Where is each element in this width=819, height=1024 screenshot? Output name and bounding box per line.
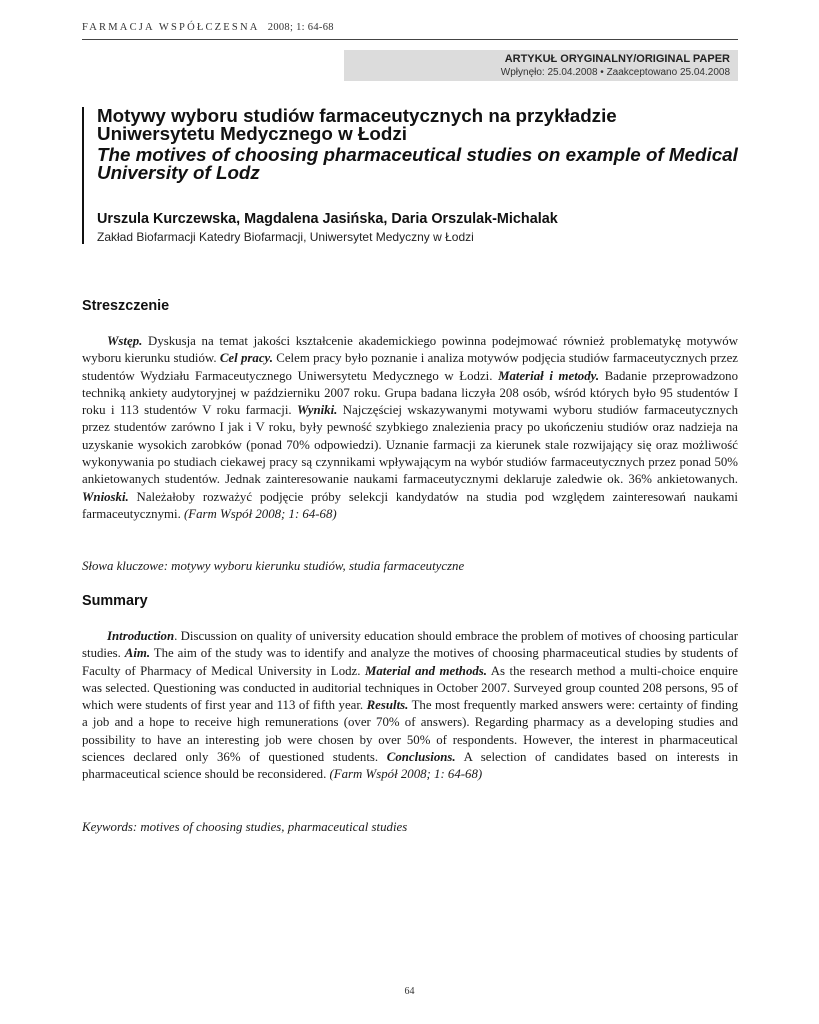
body-text: Celem pracy było poznanie i analiza motywów podjęcia studiów farmaceutycznych przez studentów Wydziału Farmaceutycznego Uniwersytetu Medycznego w Łodzi. — [82, 351, 738, 383]
article-dates: Wpłynęło: 25.04.2008 • Zaakceptowano 25.04.2008 — [500, 67, 730, 78]
title-block — [82, 107, 738, 244]
authors: Urszula Kurczewska, Magdalena Jasińska, Daria Orszulak-Michalak — [97, 211, 558, 227]
body-text: The most frequently marked answers were: certainty of finding a job and a hope to receive high remunerations (over 70% of answers). Regarding pharmacy as a developing studies and possibility to have an interesting job were chosen by over 50% of respondents. However, the interest in pharmaceutical sciences declared only 36% of questioned students. — [82, 698, 739, 765]
streszczenie-body — [82, 333, 738, 523]
title-english: The motives of choosing pharmaceutical studies on example of Medical University of Lodz — [97, 144, 738, 183]
streszczenie-keywords: Słowa kluczowe: motywy wyboru kierunku studiów, studia farmaceutyczne — [82, 559, 465, 573]
body-text: Dyskusja na temat jakości kształcenie akademickiego powinna podejmować również problematykę motywów wyboru kierunku studiów. — [82, 334, 738, 366]
section-label: Cel pracy. — [219, 351, 273, 366]
body-text: . Discussion on quality of university education should embrace the problem of motives of choosing particular studies. — [82, 629, 738, 661]
summary-keywords: Keywords: motives of choosing studies, pharmaceutical studies — [82, 820, 408, 834]
article-type-box — [344, 50, 738, 81]
section-label: Wnioski. — [82, 489, 129, 504]
section-label: Wstęp. — [107, 334, 143, 348]
running-header — [82, 22, 334, 33]
summary-heading: Summary — [82, 593, 148, 609]
body-text: A selection of candidates based on interests in pharmaceutical science should be reconsidered. — [82, 750, 738, 782]
citation-text: (Farm Współ 2008; 1: 64-68) — [184, 506, 337, 521]
journal-citation: 2008; 1: 64-68 — [267, 22, 334, 33]
section-label: Wyniki. — [297, 403, 338, 418]
header-rule — [82, 39, 738, 40]
section-label: Material and methods. — [364, 663, 488, 678]
section-label: Materiał i metody. — [498, 368, 600, 383]
body-text: Badanie przeprowadzono techniką ankiety audytoryjnej w październiku 2007 roku. Grupa badana liczyła 208 osób, wśród których było 95 studentów I roku i 113 studentów V roku farmacji. — [82, 368, 739, 418]
body-text: The aim of the study was to identify and analyze the motives of choosing pharmaceutical studies by students of Faculty of Pharmacy of Medical University in Lodz. — [82, 646, 738, 678]
summary-body — [82, 628, 738, 784]
title-polish: Motywy wyboru studiów farmaceutycznych na przykładzie Uniwersytetu Medycznego w Łodzi — [97, 105, 617, 144]
journal-name: FARMACJA WSPÓŁCZESNA — [82, 22, 259, 33]
citation-text: (Farm Współ 2008; 1: 64-68) — [329, 767, 483, 782]
section-label: Conclusions. — [386, 750, 456, 765]
body-text: Najczęściej wskazywanymi motywami wyboru studiów farmaceutycznych przez studentów zarówno I jak i V roku, były pewność szybkiego znalezienia pracy po ukończeniu studiów oraz nadzieja na uzyskanie wysokich zarobków (ponad 70% odpowiedzi). Uznanie farmacji za kierunek stale rozwijający się oraz możliwość wykonywania po studiach ciekawej pracy są czynnikami wpływającym na wybór studiów farmaceutycznych przez ponad 50% ankietowanych studentów. Jednak zainteresowanie naukami farmaceutycznymi deklaruje zaledwie ok. 36% ankietowanych. — [82, 403, 738, 487]
streszczenie-heading: Streszczenie — [82, 298, 170, 314]
page-number: 64 — [404, 986, 415, 997]
affiliation: Zakład Biofarmacji Katedry Biofarmacji, Uniwersytet Medyczny w Łodzi — [97, 230, 474, 244]
body-text: As the research method a multi-choice enquire was selected. Questioning was conducted in auditorial techniques in October 2007. Surveyed group counted 208 persons, 95 of which were students of first year and 113 of fifth year. — [82, 663, 738, 713]
section-label: Introduction — [107, 629, 175, 643]
body-text: Należałoby rozważyć podjęcie próby selekcji kandydatów na studia pod względem zainteresowań naukami farmaceutycznymi. — [82, 489, 738, 521]
section-label: Aim. — [124, 646, 151, 661]
article-type: ARTYKUŁ ORYGINALNY/ORIGINAL PAPER — [504, 53, 730, 65]
section-label: Results. — [366, 698, 409, 713]
